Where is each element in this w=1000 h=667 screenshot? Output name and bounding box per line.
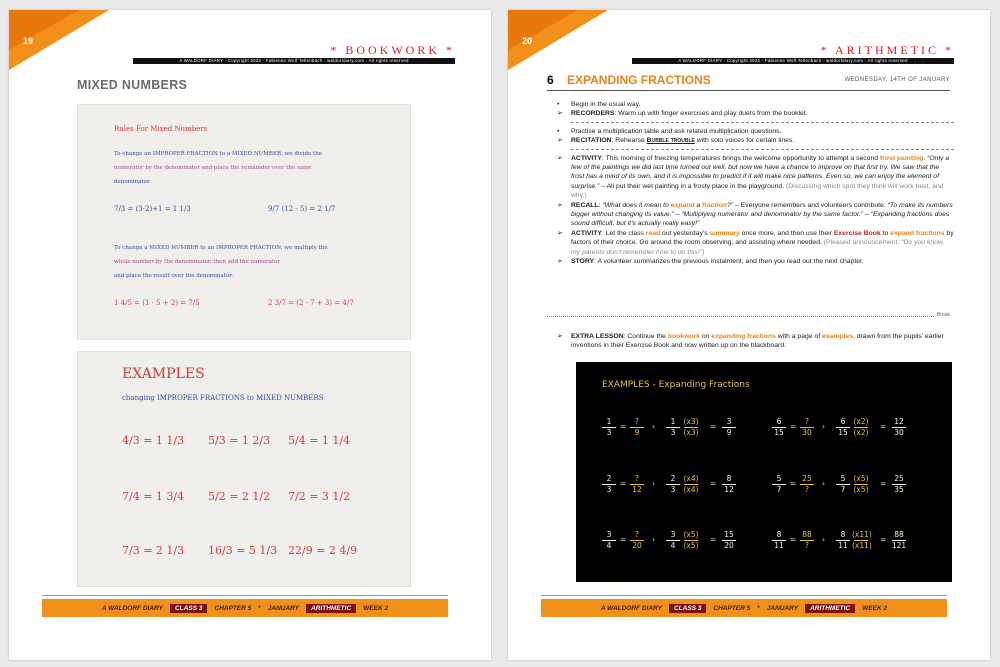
- fraction-result: 25 35: [890, 474, 908, 495]
- rule1-example1: 7/3 = (3·2)+1 = 1 1/3: [114, 205, 191, 213]
- lesson-body: [557, 100, 954, 267]
- lesson-date: WEDNESDAY, 14TH OF JANUARY: [844, 77, 950, 83]
- footer-rule: [541, 595, 947, 596]
- fraction-factor: (x3) (x3): [683, 417, 699, 437]
- left-page: [9, 10, 491, 660]
- copyright-bar: A WALDORF DIARY · Copyright 2022 · Fabienne Wolf Tellenbach · waldorfdiary.com · All rights reserved: [632, 58, 954, 64]
- equals-sign: =: [710, 535, 717, 544]
- footer-month: JANUARY: [267, 604, 300, 612]
- fraction-result: 88 121: [891, 530, 907, 550]
- fraction-factor: (x4) (x4): [683, 474, 699, 494]
- list-item: • Begin in the usual way.: [557, 101, 641, 108]
- fraction-original: 1 3: [664, 417, 682, 438]
- fraction-original: 3 4: [664, 530, 682, 551]
- footer-rule: [42, 595, 448, 596]
- arrow-sign: ›: [652, 479, 655, 488]
- arrow-sign: ›: [652, 535, 655, 544]
- list-item: ➢ RECALL: “What does it mean to expand a fraction?” – Everyone remembers and volunteers contribute: “To make its numbers bigger without changing its value.” – “Multiplying numerator and denominator by the same factor.” – “Expanding fractions does sound difficult, but it’s actually really easy!”: [557, 201, 953, 228]
- example-cell: 5/4 = 1 1/4: [288, 434, 351, 447]
- fraction-question: 88 ?: [798, 530, 816, 551]
- footer-week: WEEK 2: [363, 604, 389, 612]
- fraction-original: 2 3: [664, 474, 682, 495]
- section-title: * BOOKWORK *: [330, 43, 455, 57]
- list-item: ➢ ACTIVITY: Let the class read out yesterday’s summary once more, and then use their Exercise Book to expand fractions by factors of their choice. Go around the room observing, and assisting where needed. (Pleased announcement: “Do you know, my parents don’t remember how to do this!”): [557, 229, 954, 256]
- example-cell: 7/3 = 2 1/3: [122, 544, 185, 557]
- rule1-line2: numerator by the denominator and place the remainder over the same: [114, 165, 312, 171]
- rule2-line3: and place the result over the denominator.: [114, 273, 233, 279]
- fraction-original: 2 3: [600, 474, 618, 495]
- fraction-original: 6 15: [770, 417, 788, 438]
- rule1-line3: denominator.: [114, 179, 151, 185]
- break-divider: Break: [547, 316, 950, 324]
- list-item: ➢ RECORDERS: Warm up with finger exercises and play duets from the booklet.: [557, 110, 808, 118]
- fraction-factor: (x5) (x5): [853, 474, 869, 494]
- fraction-factor: (x2) (x2): [853, 417, 869, 437]
- arrow-sign: ›: [822, 535, 825, 544]
- right-page: [508, 10, 990, 660]
- fraction-question: ? 12: [628, 474, 646, 495]
- rule1-line1: To change an IMPROPER FRACTION to a MIXED NUMBER, we divide the: [114, 151, 322, 157]
- rules-heading: Rules For Mixed Numbers: [114, 125, 208, 133]
- page-footer: A WALDORF DIARY CLASS 3 CHAPTER 5 * JANUARY ARITHMETIC WEEK 2: [541, 599, 947, 617]
- list-item: ➢ ACTIVITY: This morning of freezing temperatures brings the welcome opportunity to attempt a second frost painting. “Only a few of the paintings we did last time turned out well, but now we have a chance to improve on that first try. We saw that the frost has a mind of its own, and it is impossible to predict if it will make nice patterns. Even so, we can enjoy the element of surprise.” – All put their wet painting in a frosty place in the playground. (Discussing which spot they think will work best, and why.): [557, 154, 950, 200]
- equals-sign: =: [790, 479, 797, 488]
- page-footer: A WALDORF DIARY CLASS 3 CHAPTER 5 * JANUARY ARITHMETIC WEEK 2: [42, 599, 448, 617]
- list-item: ➢ RECITATION: Rehearse Bubble trouble with solo voices for certain lines.: [557, 137, 795, 145]
- example-cell: 7/4 = 1 3/4: [122, 490, 185, 503]
- lesson-title: EXPANDING FRACTIONS: [567, 73, 711, 87]
- divider: [571, 149, 954, 150]
- fraction-question: 25 ?: [798, 474, 816, 495]
- examples-sheet-photo: [77, 351, 411, 587]
- fraction-original: 5 7: [770, 474, 788, 495]
- example-cell: 16/3 = 5 1/3: [208, 544, 278, 557]
- fraction-original: 6 15: [834, 417, 852, 438]
- blackboard-photo: [576, 362, 952, 582]
- page-number: 20: [522, 36, 533, 46]
- fraction-question: ? 20: [628, 530, 646, 551]
- rule2-example1: 1 4/5 = (1 · 5 + 2) = 7/5: [114, 299, 200, 307]
- list-item: ➢ EXTRA LESSON: Continue the bookwork on expanding fractions with a page of examples, drawn from the pupils’ earlier inventions in their Exercise Book and now written up on the blackboard.: [557, 333, 944, 350]
- footer-chapter: CHAPTER 5: [214, 604, 252, 612]
- equals-sign: =: [620, 422, 627, 431]
- list-item: ➢ STORY: A volunteer summarizes the previous instalment, and then you read out the next chapter.: [557, 258, 864, 266]
- lesson-header: [547, 73, 950, 91]
- fraction-factor: (x5) (x5): [683, 530, 699, 550]
- equals-sign: =: [710, 422, 717, 431]
- equals-sign: =: [620, 479, 627, 488]
- fraction-factor: (x11) (x11): [852, 530, 872, 550]
- rule2-example2: 2 3/7 = (2 · 7 + 3) = 4/7: [268, 299, 354, 307]
- fraction-question: ? 9: [628, 417, 646, 438]
- fraction-original: 8 11: [770, 530, 788, 551]
- divider: [571, 122, 954, 123]
- arrow-sign: ›: [822, 479, 825, 488]
- fraction-question: ? 30: [798, 417, 816, 438]
- equals-sign: =: [880, 479, 887, 488]
- equals-sign: =: [790, 422, 797, 431]
- equals-sign: =: [880, 422, 887, 431]
- equals-sign: =: [620, 535, 627, 544]
- example-cell: 22/9 = 2 4/9: [288, 544, 358, 557]
- example-cell: 5/3 = 1 2/3: [208, 434, 271, 447]
- fraction-original: 5 7: [834, 474, 852, 495]
- footer-subject: ARITHMETIC: [306, 604, 356, 613]
- footer-class: CLASS 3: [170, 604, 207, 613]
- fraction-result: 3 9: [720, 417, 738, 438]
- equals-sign: =: [710, 479, 717, 488]
- footer-chapter: CHAPTER 5: [713, 604, 751, 612]
- fraction-result: 8 12: [720, 474, 738, 495]
- footer-month: JANUARY: [766, 604, 799, 612]
- copyright-bar: A WALDORF DIARY · Copyright 2022 · Fabienne Wolf Tellenbach · waldorfdiary.com · All rights reserved: [133, 58, 455, 64]
- rule1-example2: 9/7 (12 - 5) = 2 1/7: [268, 205, 336, 213]
- arrow-sign: ›: [822, 422, 825, 431]
- example-cell: 4/3 = 1 1/3: [122, 434, 185, 447]
- blackboard-title: EXAMPLES - Expanding Fractions: [602, 380, 750, 390]
- extra-lesson: [557, 332, 954, 351]
- footer-subject: ARITHMETIC: [805, 604, 855, 613]
- list-item: • Practise a multiplication table and ask related multiplication questions.: [557, 127, 782, 135]
- rule2-line2: whole number by the denominator, then add the numerator: [114, 259, 281, 265]
- fraction-original: 3 4: [600, 530, 618, 551]
- example-cell: 5/2 = 2 1/2: [208, 490, 271, 503]
- fraction-original: 1 3: [600, 417, 618, 438]
- footer-class: CLASS 3: [669, 604, 706, 613]
- page-number: 19: [23, 36, 34, 46]
- arrow-sign: ›: [652, 422, 655, 431]
- footer-week: WEEK 2: [862, 604, 888, 612]
- lesson-number: 6: [547, 73, 554, 87]
- footer-brand: A WALDORF DIARY: [101, 604, 163, 612]
- equals-sign: =: [880, 535, 887, 544]
- fraction-result: 12 30: [890, 417, 908, 438]
- rule2-line1: To change a MIXED NUMBER to an IMPROPER FRACTION, we multiply the: [114, 245, 328, 251]
- example-cell: 7/2 = 3 1/2: [288, 490, 351, 503]
- examples-subheading: changing IMPROPER FRACTIONS to MIXED NUMBERS: [122, 394, 324, 402]
- examples-heading: EXAMPLES: [122, 366, 205, 382]
- section-title: * ARITHMETIC *: [820, 43, 954, 57]
- footer-brand: A WALDORF DIARY: [600, 604, 662, 612]
- rules-sheet-photo: [77, 104, 411, 340]
- fraction-original: 8 11: [834, 530, 852, 551]
- page-title: MIXED NUMBERS: [77, 78, 188, 92]
- equals-sign: =: [790, 535, 797, 544]
- fraction-result: 15 20: [720, 530, 738, 551]
